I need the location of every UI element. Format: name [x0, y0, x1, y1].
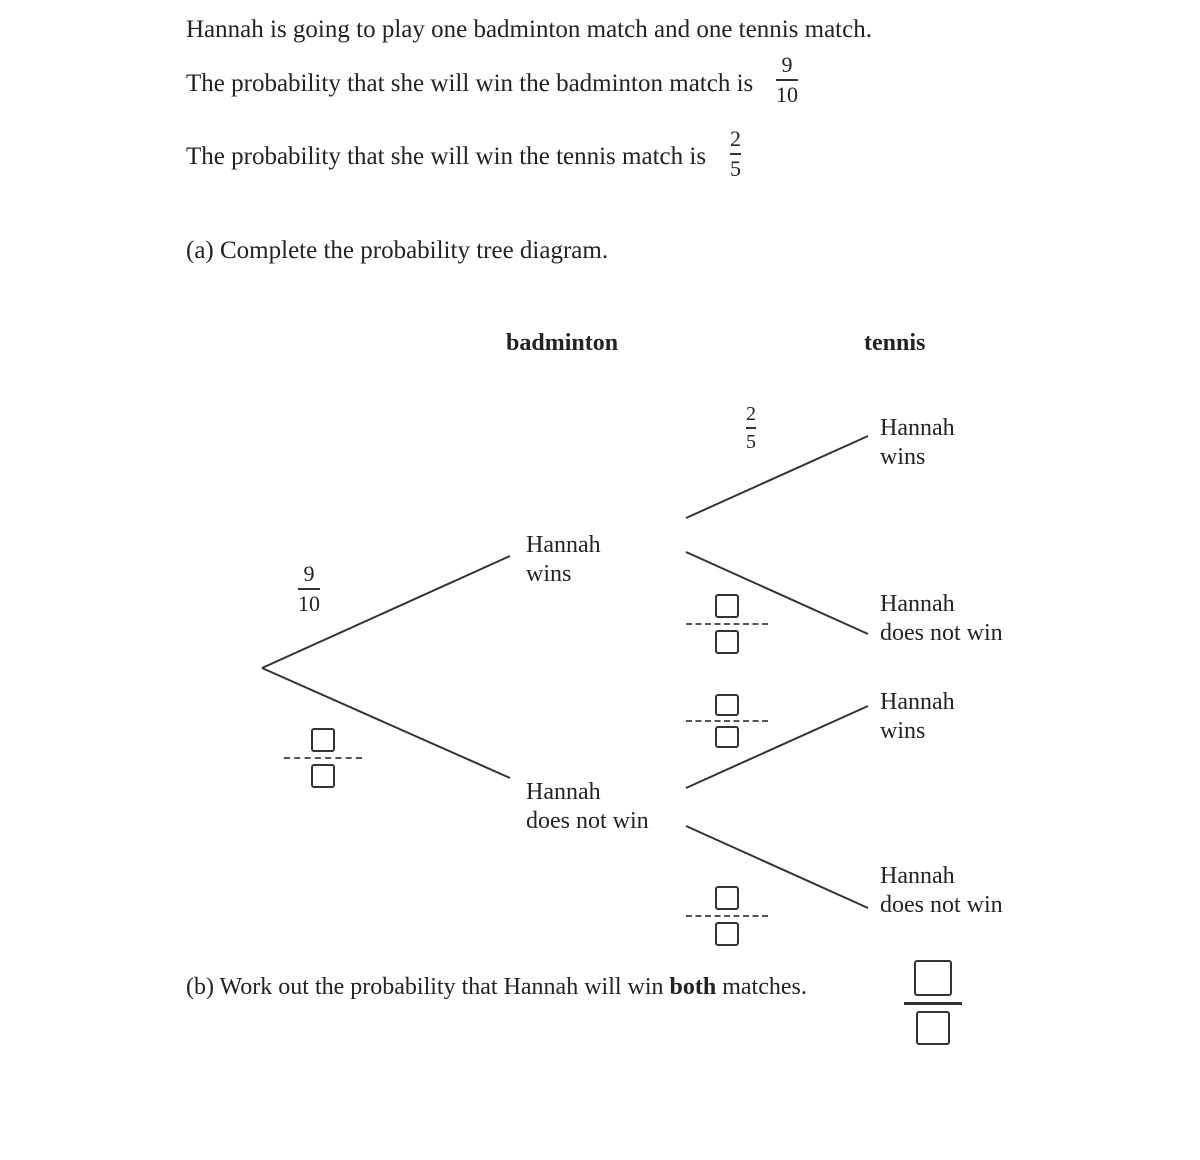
fraction-denominator: 10 [298, 591, 320, 616]
part-b-text-bold: both [669, 974, 717, 1000]
answer-part-b[interactable] [904, 960, 962, 1045]
outcome-t2-win: Hannah wins [880, 689, 955, 744]
outcome-t1-win: Hannah wins [880, 415, 955, 470]
question-line-2: The probability that she will win the badminton match is [186, 70, 754, 97]
denominator-answer-box[interactable] [311, 764, 335, 788]
denominator-answer-box[interactable] [916, 1011, 950, 1045]
fraction-bar [298, 588, 320, 590]
numerator-answer-box[interactable] [715, 886, 739, 910]
fraction-bar [746, 427, 756, 429]
part-b-question [186, 974, 807, 1001]
outcome-badminton-lose: Hannah does not win [526, 779, 649, 834]
denominator-answer-box[interactable] [715, 922, 739, 946]
fraction-numerator: 9 [303, 561, 315, 586]
fraction-bar [904, 1002, 962, 1005]
branch-badminton-win-probability [298, 563, 320, 615]
branch-t1-win [686, 436, 868, 518]
fraction-bar [686, 720, 768, 722]
denominator-answer-box[interactable] [715, 726, 739, 748]
outcome-badminton-win: Hannah wins [526, 532, 601, 587]
answer-badminton-lose[interactable] [284, 728, 362, 788]
question-line-1: Hannah is going to play one badminton match and one tennis match. [186, 16, 872, 43]
part-a-instruction: (a) Complete the probability tree diagram. [186, 237, 609, 264]
answer-t1-lose[interactable] [686, 594, 768, 654]
answer-t2-lose[interactable] [686, 886, 768, 946]
numerator-answer-box[interactable] [311, 728, 335, 752]
question-line-3: The probability that she will win the tennis match is [186, 143, 707, 170]
numerator-answer-box[interactable] [715, 694, 739, 716]
answer-t2-win[interactable] [686, 694, 768, 748]
outcome-t1-lose: Hannah does not win [880, 591, 1003, 646]
branch-t1-win-probability [746, 404, 756, 452]
fraction-numerator: 2 [746, 403, 756, 425]
numerator-answer-box[interactable] [715, 594, 739, 618]
fraction-bar [686, 915, 768, 917]
badminton-heading: badminton [506, 330, 619, 356]
numerator-answer-box[interactable] [914, 960, 952, 996]
tennis-heading: tennis [864, 330, 926, 356]
denominator-answer-box[interactable] [715, 630, 739, 654]
fraction-denominator: 5 [730, 156, 741, 181]
part-b-text-pre: (b) Work out the probability that Hannah will win [186, 974, 670, 1000]
fraction-denominator: 5 [746, 431, 756, 453]
fraction-numerator: 2 [730, 126, 741, 151]
outcome-t2-lose: Hannah does not win [880, 863, 1003, 918]
fraction-bar [284, 757, 362, 759]
fraction-bar [686, 623, 768, 625]
fraction-numerator: 9 [781, 52, 793, 77]
fraction-denominator: 10 [776, 82, 798, 107]
part-b-text-post: matches. [716, 974, 807, 1000]
